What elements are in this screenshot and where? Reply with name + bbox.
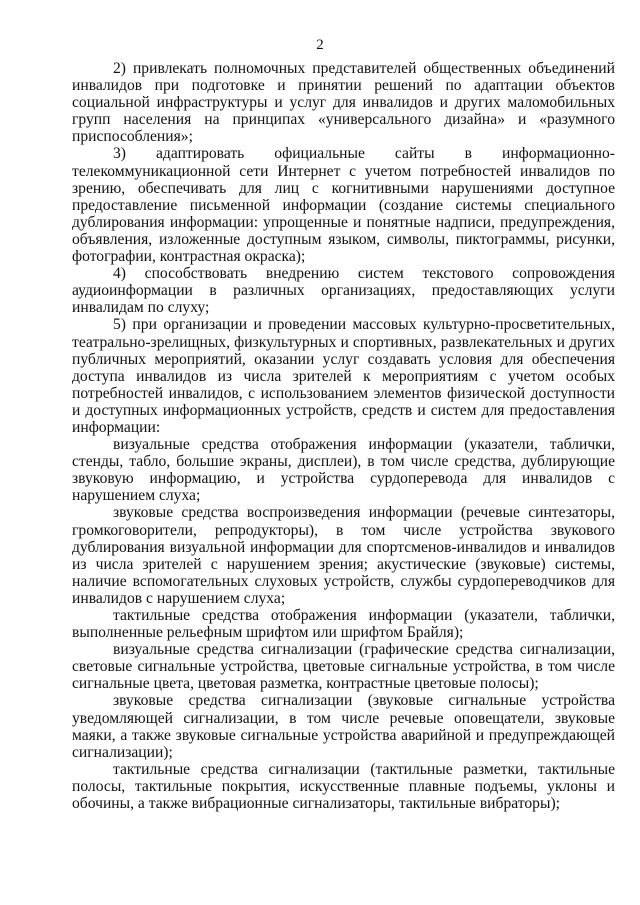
paragraph-audio-signal-means: звуковые средства сигнализации (звуковые сигнальные устройства уведомляющей сигнализации, в том числе речевые оповещатели, звуковые маяки, а также звуковые сигнальные устройства аварийной и предупреждающей сигнализации); xyxy=(72,692,615,761)
paragraph-item-4: 4) способствовать внедрению систем текстового сопровождения аудиоинформации в различных организациях, предоставляющих услуги инвалидам по слуху; xyxy=(72,265,615,317)
paragraph-visual-signal-means: визуальные средства сигнализации (графические средства сигнализации, световые сигнальные устройства, цветовые сигнальные устройства, в том числе сигнальные цвета, цветовая разметка, контрастные цветовые полосы); xyxy=(72,641,615,693)
paragraph-tactile-signal-means: тактильные средства сигнализации (тактильные разметки, тактильные полосы, тактильные покрытия, искусственные плавные подъемы, уклоны и обочины, а также вибрационные сигнализаторы, тактильные вибраторы); xyxy=(72,760,615,813)
paragraph-item-2: 2) привлекать полномочных представителей общественных объединений инвалидов при подготовке и принятии решений по адаптации объектов социальной инфраструктуры и услуг для инвалидов и других маломобильных групп населения на принципах «универсального дизайна» и «разумного приспособления»; xyxy=(72,60,615,146)
paragraph-item-5: 5) при организации и проведении массовых культурно-просветительных, театрально-зрелищных, физкультурных и спортивных, развлекательных и других публичных мероприятий, оказании услуг создавать условия для обеспечения доступа инвалидов из числа зрителей к мероприятиям с учетом особых потребностей инвалидов, с использованием элементов физической доступности и доступных информационных устройств, средств и систем для предоставления информации: xyxy=(72,316,615,436)
page-number: 2 xyxy=(316,37,324,53)
paragraph-audio-info-means: звуковые средства воспроизведения информации (речевые синтезаторы, громкоговорители, репродукторы), в том числе устройства звукового дублирования визуальной информации для спортсменов-инвалидов и инвалидов из числа зрителей с нарушением зрения; акустические (звуковые) системы, наличие вспомогательных слуховых устройств, службы сурдопереводчиков для инвалидов с нарушением слуха; xyxy=(72,504,615,607)
document-body xyxy=(72,60,615,812)
paragraph-item-3: 3) адаптировать официальные сайты в информационно-телекоммуникационной сети Интернет с учетом потребностей инвалидов по зрению, обеспечивать для лиц с когнитивными нарушениями доступное предоставление письменной информации (создание системы специального дублирования информации: упрощенные и понятные надписи, предупреждения, объявления, изложенные доступным языком, символы, пиктограммы, рисунки, фотографии, контрастная окраска); xyxy=(72,145,615,266)
paragraph-visual-info-means: визуальные средства отображения информации (указатели, таблички, стенды, табло, большие экраны, дисплеи), в том числе средства, дублирующие звуковую информацию, и устройства сурдоперевода для инвалидов с нарушением слуха; xyxy=(72,436,615,505)
paragraph-tactile-info-means: тактильные средства отображения информации (указатели, таблички, выполненные рельефным шрифтом или шрифтом Брайля); xyxy=(72,607,615,642)
